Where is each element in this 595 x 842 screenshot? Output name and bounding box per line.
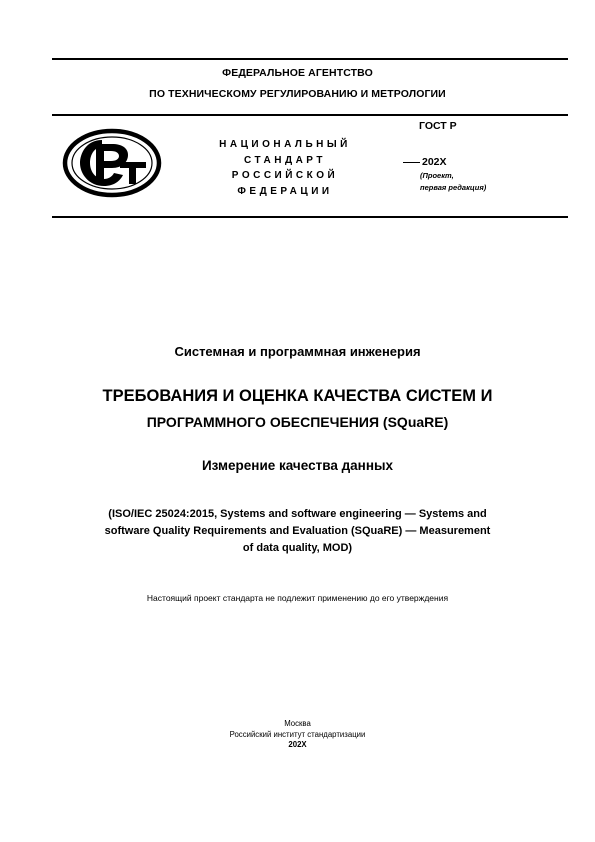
iso-line3: of data quality, MOD) <box>242 542 353 554</box>
title-line1: ТРЕБОВАНИЯ И ОЦЕНКА КАЧЕСТВА СИСТЕМ И <box>102 387 493 405</box>
agency-name-line1: ФЕДЕРАЛЬНОЕ АГЕНТСТВО <box>222 67 373 79</box>
iso-line1: (ISO/IEC 25024:2015, Systems and software engineering — Systems and <box>108 508 487 520</box>
agency-name-line2: ПО ТЕХНИЧЕСКОМУ РЕГУЛИРОВАНИЮ И МЕТРОЛОГИИ <box>149 88 446 100</box>
iso-reference <box>40 506 555 557</box>
draft-notice: Настоящий проект стандарта не подлежит применению до его утверждения <box>146 593 449 603</box>
national-standard-block <box>195 137 375 199</box>
standard-line: РОССИЙСКОЙ <box>231 170 339 181</box>
number-dash <box>403 162 420 163</box>
standard-line: СТАНДАРТ <box>244 154 326 166</box>
title-line2: ПРОГРАММНОГО ОБЕСПЕЧЕНИЯ (SQuaRE) <box>146 414 449 430</box>
imprint <box>0 719 595 751</box>
standard-line: НАЦИОНАЛЬНЫЙ <box>219 139 351 150</box>
draft-note-line1: (Проект, <box>420 171 454 180</box>
bottom-rule <box>52 216 568 218</box>
imprint-publisher: Российский институт стандартизации <box>229 729 366 739</box>
gost-label: ГОСТ Р <box>419 120 457 132</box>
iso-line2: software Quality Requirements and Evaluation (SQuaRE) — Measurement <box>104 525 491 537</box>
gost-number <box>403 156 447 168</box>
draft-note-line2: первая редакция) <box>420 183 487 192</box>
gost-number-value: 202X <box>422 156 447 168</box>
top-rule <box>52 58 568 60</box>
part-title: Измерение качества данных <box>201 458 394 473</box>
imprint-year: 202X <box>288 740 307 749</box>
gost-r-logo-icon <box>62 128 162 198</box>
middle-rule <box>52 114 568 116</box>
document-title <box>0 383 595 435</box>
draft-note <box>420 170 486 194</box>
standard-line: ФЕДЕРАЦИИ <box>237 185 333 197</box>
document-subtitle: Системная и программная инженерия <box>174 344 421 359</box>
imprint-city: Москва <box>284 719 311 728</box>
